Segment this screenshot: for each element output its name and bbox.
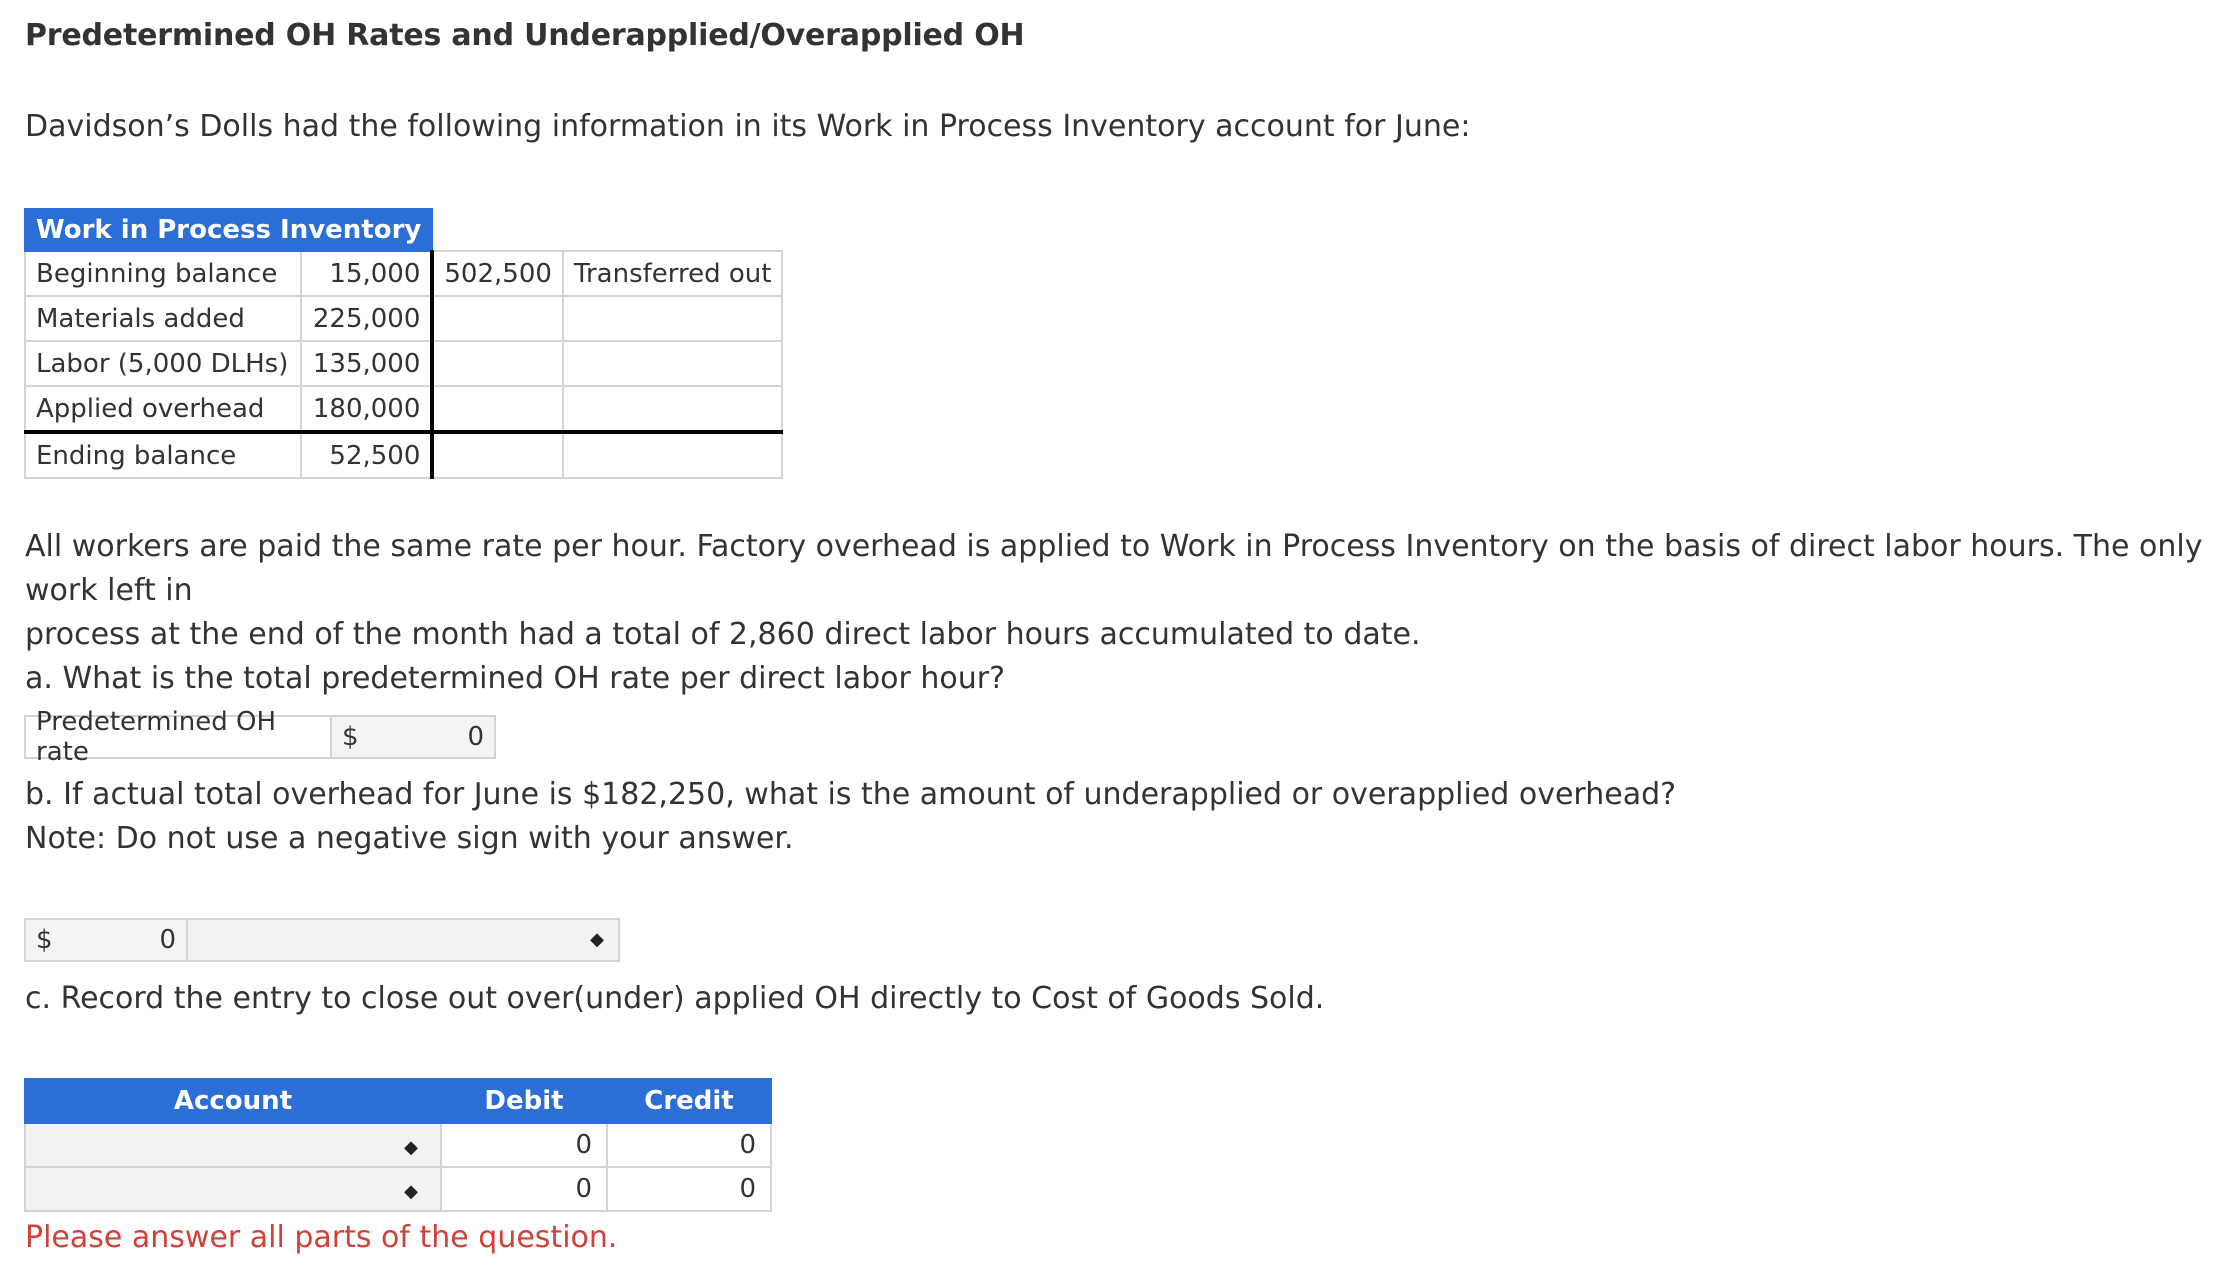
t-account-row xyxy=(25,251,782,296)
b-input-row xyxy=(24,918,620,962)
row-label: Beginning balance xyxy=(25,251,301,296)
journal-entry-table xyxy=(24,1078,772,1212)
validation-message: Please answer all parts of the question. xyxy=(25,1220,618,1255)
t-account-title-spacer xyxy=(432,209,782,251)
up-down-arrows-icon: ◆ xyxy=(404,1181,418,1202)
account-select[interactable] xyxy=(25,1123,441,1167)
row-label: Labor (5,000 DLHs) xyxy=(25,341,301,386)
wip-t-account xyxy=(24,208,783,479)
row-debit: 135,000 xyxy=(301,341,432,386)
row-debit: 15,000 xyxy=(301,251,432,296)
page-title: Predetermined OH Rates and Underapplied/Overapplied OH xyxy=(25,18,1025,53)
currency-symbol: $ xyxy=(342,722,359,752)
row-debit: 225,000 xyxy=(301,296,432,341)
credit-header: Credit xyxy=(607,1079,771,1123)
description-line: process at the end of the month had a total of 2,860 direct labor hours accumulated to date. xyxy=(25,617,1421,652)
b-amount-value: 0 xyxy=(159,925,176,955)
rate-value: 0 xyxy=(467,722,484,752)
t-account-row xyxy=(25,341,782,386)
rate-input-row xyxy=(24,707,496,767)
row-label: Applied overhead xyxy=(25,386,301,432)
up-down-arrows-icon: ◆ xyxy=(404,1137,418,1158)
account-select[interactable] xyxy=(25,1167,441,1211)
part-a-question: a. What is the total predetermined OH rate per direct labor hour? xyxy=(25,661,1006,696)
currency-symbol: $ xyxy=(36,925,53,955)
rate-input[interactable] xyxy=(332,715,496,759)
t-account-ending-row xyxy=(25,432,782,478)
part-b-line: b. If actual total overhead for June is $182,250, what is the amount of underapplied or overapplied overhead? xyxy=(25,777,1677,812)
t-account-title: Work in Process Inventory xyxy=(25,209,432,251)
credit-input[interactable]: 0 xyxy=(607,1167,771,1211)
b-amount-input[interactable] xyxy=(24,918,188,962)
row-credit xyxy=(432,341,563,386)
row-credit xyxy=(432,386,563,432)
debit-header: Debit xyxy=(441,1079,607,1123)
journal-row xyxy=(25,1123,771,1167)
description-line: All workers are paid the same rate per hour. Factory overhead is applied to Work in Process Inventory on the basis of direct labor hours. The only work left in xyxy=(25,529,2203,608)
rate-label: Predetermined OH rate xyxy=(24,715,332,759)
part-b-note: Note: Do not use a negative sign with your answer. xyxy=(25,821,794,856)
row-credit-label xyxy=(563,296,783,341)
account-header: Account xyxy=(25,1079,441,1123)
up-down-arrows-icon: ◆ xyxy=(590,929,604,950)
intro-text: Davidson’s Dolls had the following information in its Work in Process Inventory account for June: xyxy=(25,109,1471,144)
ending-label: Ending balance xyxy=(25,432,301,478)
row-credit-label: Transferred out xyxy=(563,251,783,296)
t-account-row xyxy=(25,386,782,432)
row-credit-label xyxy=(563,386,783,432)
part-b-question xyxy=(25,773,1676,861)
debit-input[interactable]: 0 xyxy=(441,1167,607,1211)
row-credit xyxy=(432,296,563,341)
under-over-applied-select[interactable] xyxy=(188,918,620,962)
ending-credit xyxy=(432,432,563,478)
credit-input[interactable]: 0 xyxy=(607,1123,771,1167)
ending-credit-label xyxy=(563,432,783,478)
problem-description xyxy=(25,525,2215,701)
row-credit: 502,500 xyxy=(432,251,563,296)
t-account-row xyxy=(25,296,782,341)
ending-debit: 52,500 xyxy=(301,432,432,478)
journal-row xyxy=(25,1167,771,1211)
row-credit-label xyxy=(563,341,783,386)
row-debit: 180,000 xyxy=(301,386,432,432)
row-label: Materials added xyxy=(25,296,301,341)
debit-input[interactable]: 0 xyxy=(441,1123,607,1167)
part-c-question: c. Record the entry to close out over(under) applied OH directly to Cost of Goods Sold. xyxy=(25,981,1325,1016)
